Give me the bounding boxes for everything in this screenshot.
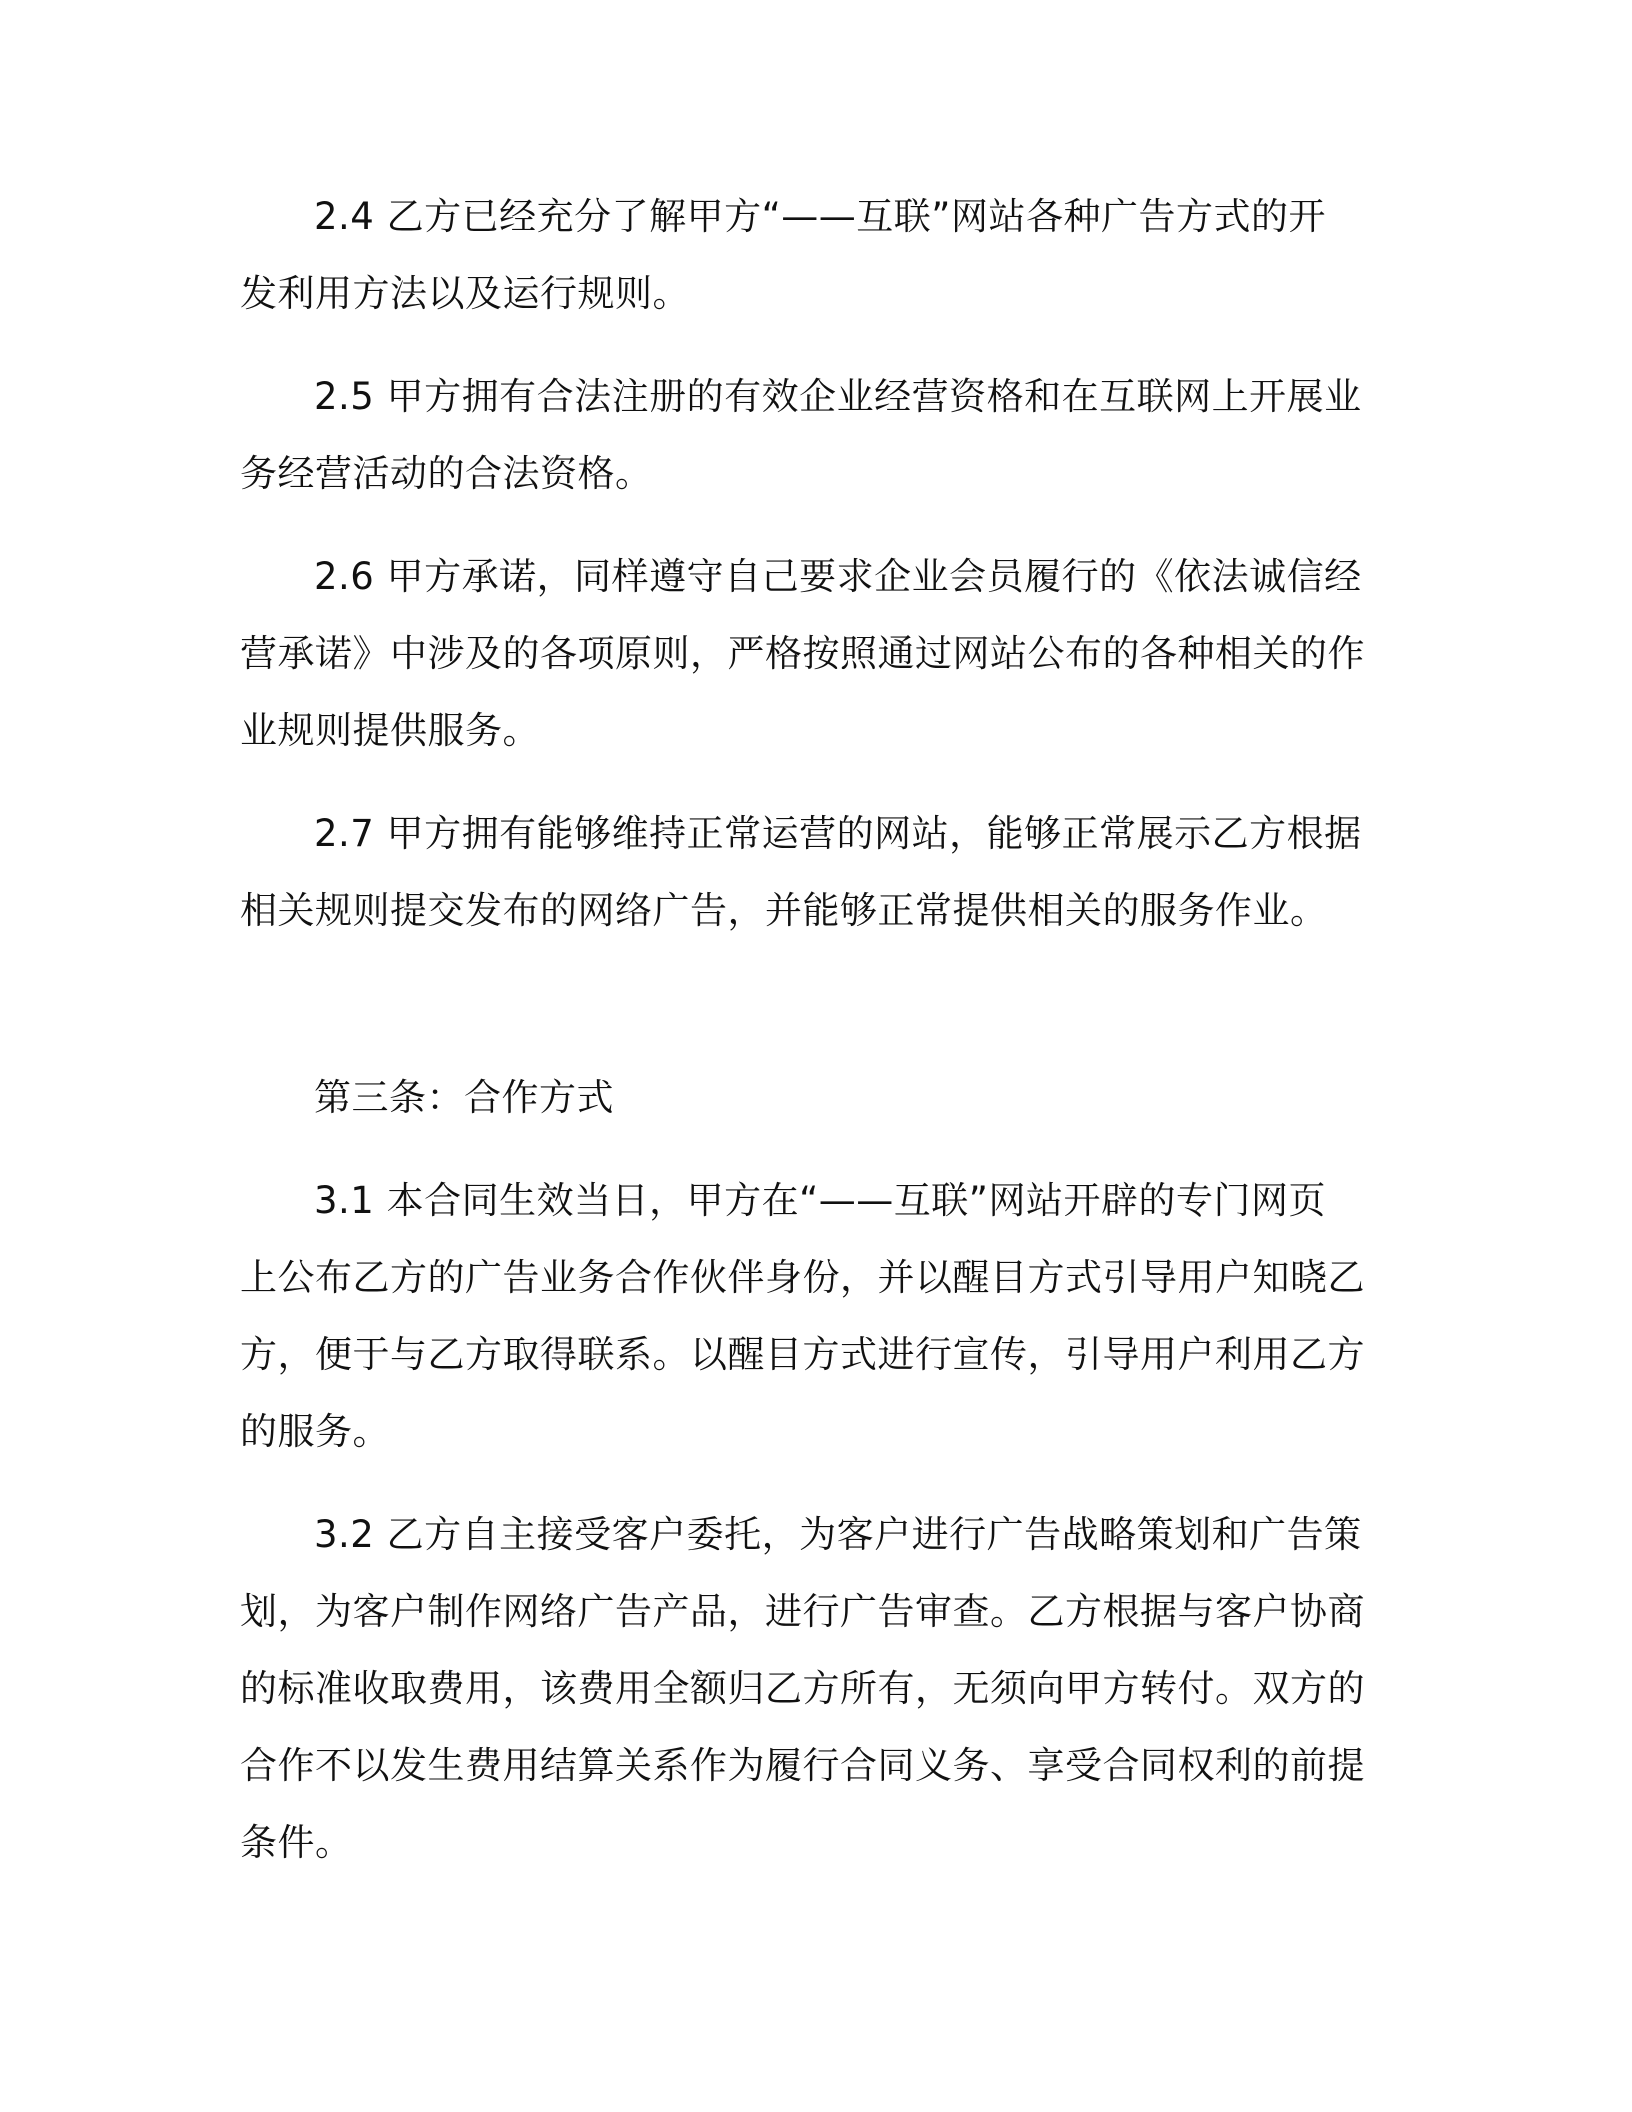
paragraph-3-1-line-4: 的服务。	[240, 1410, 390, 1453]
paragraph-3-1-line-1: 3.1 本合同生效当日，甲方在“——互联”网站开辟的专门网页	[314, 1179, 1326, 1222]
paragraph-3-2-line-4: 合作不以发生费用结算关系作为履行合同义务、享受合同权利的前提	[240, 1744, 1365, 1787]
document-body	[240, 178, 1368, 1881]
paragraph-2-5-line-2: 务经营活动的合法资格。	[240, 452, 653, 495]
paragraph-2-6-line-1: 2.6 甲方承诺，同样遵守自己要求企业会员履行的《依法诚信经	[314, 555, 1362, 598]
paragraph-3-1	[240, 1162, 1368, 1470]
paragraph-2-4	[240, 178, 1368, 332]
section-heading: 第三条：合作方式	[314, 1076, 614, 1119]
paragraph-3-2-line-1: 3.2 乙方自主接受客户委托，为客户进行广告战略策划和广告策	[314, 1513, 1362, 1556]
paragraph-3-2	[240, 1496, 1368, 1881]
paragraph-3-1-line-2: 上公布乙方的广告业务合作伙伴身份，并以醒目方式引导用户知晓乙	[240, 1256, 1365, 1299]
paragraph-2-6	[240, 538, 1368, 769]
paragraph-2-5	[240, 358, 1368, 512]
paragraph-2-6-line-3: 业规则提供服务。	[240, 709, 540, 752]
paragraph-2-5-line-1: 2.5 甲方拥有合法注册的有效企业经营资格和在互联网上开展业	[314, 375, 1362, 418]
section-heading-block	[240, 1059, 1368, 1136]
paragraph-3-2-line-5: 条件。	[240, 1821, 353, 1864]
paragraph-2-4-line-2: 发利用方法以及运行规则。	[240, 272, 690, 315]
paragraph-2-7	[240, 795, 1368, 949]
paragraph-3-1-line-3: 方，便于与乙方取得联系。以醒目方式进行宣传，引导用户利用乙方	[240, 1333, 1365, 1376]
paragraph-3-2-line-2: 划，为客户制作网络广告产品，进行广告审查。乙方根据与客户协商	[240, 1590, 1365, 1633]
paragraph-2-4-line-1: 2.4 乙方已经充分了解甲方“——互联”网站各种广告方式的开	[314, 195, 1326, 238]
paragraph-3-2-line-3: 的标准收取费用，该费用全额归乙方所有，无须向甲方转付。双方的	[240, 1667, 1365, 1710]
paragraph-2-7-line-1: 2.7 甲方拥有能够维持正常运营的网站，能够正常展示乙方根据	[314, 812, 1362, 855]
paragraph-2-6-line-2: 营承诺》中涉及的各项原则，严格按照通过网站公布的各种相关的作	[240, 632, 1365, 675]
paragraph-2-7-line-2: 相关规则提交发布的网络广告，并能够正常提供相关的服务作业。	[240, 889, 1328, 932]
